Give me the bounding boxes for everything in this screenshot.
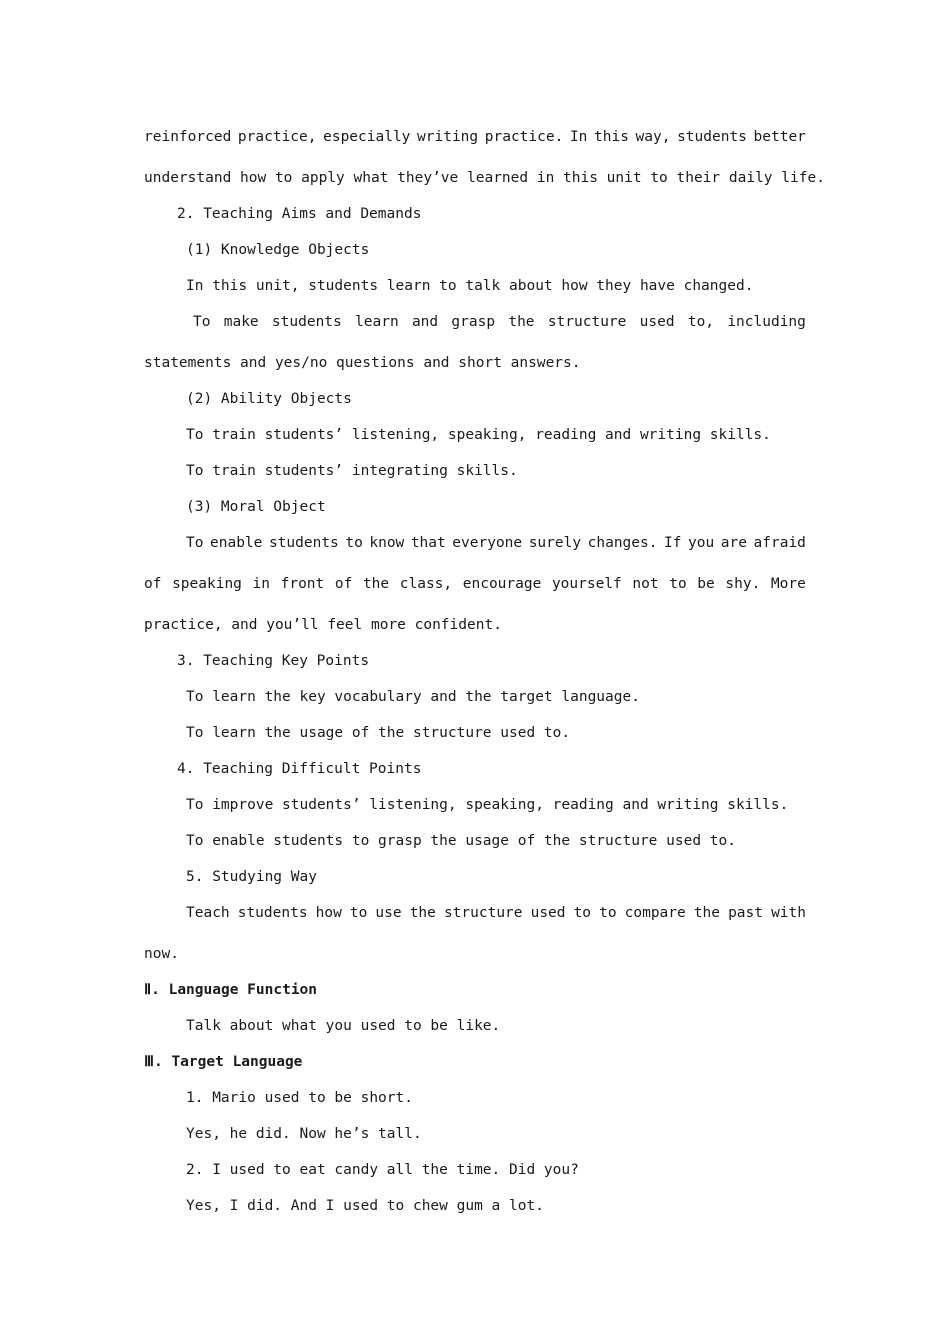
word: students <box>268 535 339 551</box>
word: you <box>688 535 715 551</box>
word: used <box>639 314 675 330</box>
word: afraid <box>753 535 806 551</box>
word: grasp <box>451 314 496 330</box>
word: to <box>349 905 368 921</box>
word: More <box>770 576 806 592</box>
word: to <box>345 535 363 551</box>
word: changes. <box>587 535 658 551</box>
word: make <box>223 314 259 330</box>
word: everyone <box>452 535 523 551</box>
paragraph-line: statements and yes/no questions and short answers. <box>144 355 581 371</box>
word: students <box>237 905 308 921</box>
word: better <box>753 129 806 145</box>
word: to <box>669 576 687 592</box>
word: be <box>697 576 715 592</box>
paragraph-line: practice, and you’ll feel more confident. <box>144 617 502 633</box>
word: to <box>599 905 617 921</box>
word: way, <box>635 129 671 145</box>
paragraph-line: To learn the usage of the structure used to. <box>186 725 571 741</box>
example-line: 2. I used to eat candy all the time. Did you? <box>186 1162 579 1178</box>
word: To <box>186 535 204 551</box>
word: encourage <box>462 576 542 592</box>
word: how <box>315 905 342 921</box>
paragraph-line <box>193 312 806 332</box>
word: to <box>573 905 592 921</box>
word: writing <box>417 129 479 145</box>
section-heading: 2. Teaching Aims and Demands <box>177 206 422 222</box>
word: this <box>594 129 629 145</box>
word: structure <box>547 314 627 330</box>
word: of <box>334 576 353 592</box>
word: the <box>409 905 436 921</box>
word: in <box>252 576 270 592</box>
word: of <box>144 576 162 592</box>
word: including <box>727 314 806 330</box>
word: front <box>280 576 325 592</box>
paragraph-line: To train students’ listening, speaking, reading and writing skills. <box>186 427 771 443</box>
word: past <box>728 905 763 921</box>
paragraph-line: now. <box>144 946 179 962</box>
word: that <box>410 535 446 551</box>
word: the <box>693 905 721 921</box>
word: used <box>530 905 566 921</box>
part-heading: Ⅱ. Language Function <box>144 982 318 998</box>
word: with <box>771 905 806 921</box>
subsection-heading: (2) Ability Objects <box>186 391 352 407</box>
word: shy. <box>725 576 761 592</box>
word: Teach <box>186 905 230 921</box>
paragraph-line <box>144 127 806 147</box>
word: the <box>508 314 535 330</box>
paragraph-line <box>186 533 806 553</box>
section-heading: 4. Teaching Difficult Points <box>177 761 422 777</box>
word: learn <box>355 314 399 330</box>
word: not <box>632 576 659 592</box>
paragraph-line: understand how to apply what they’ve learned in this unit to their daily life. <box>144 170 825 186</box>
word: and <box>411 314 439 330</box>
word: the <box>362 576 390 592</box>
word: class, <box>399 576 453 592</box>
word: If <box>664 535 682 551</box>
word: enable <box>210 535 263 551</box>
word: structure <box>443 905 523 921</box>
word: use <box>375 905 402 921</box>
word: yourself <box>551 576 622 592</box>
subsection-heading: (3) Moral Object <box>186 499 326 515</box>
example-line: 1. Mario used to be short. <box>186 1090 413 1106</box>
paragraph-line: In this unit, students learn to talk about how they have changed. <box>186 278 754 294</box>
word: students <box>677 129 747 145</box>
paragraph-line <box>144 574 806 594</box>
subsection-heading: (1) Knowledge Objects <box>186 242 370 258</box>
word: practice, <box>237 129 317 145</box>
part-heading: Ⅲ. Target Language <box>144 1054 303 1070</box>
paragraph-line: To enable students to grasp the usage of the structure used to. <box>186 833 736 849</box>
section-heading: 5. Studying Way <box>186 869 317 885</box>
word: surely <box>528 535 582 551</box>
example-line: Yes, I did. And I used to chew gum a lot. <box>186 1198 544 1214</box>
word: reinforced <box>144 129 232 145</box>
word: practice. <box>484 129 564 145</box>
word: know <box>369 535 405 551</box>
word: especially <box>323 129 411 145</box>
word: speaking <box>172 576 242 592</box>
paragraph-line <box>186 903 806 923</box>
word: In <box>569 129 588 145</box>
word: To <box>193 314 211 330</box>
word: compare <box>624 905 686 921</box>
paragraph-line: Talk about what you used to be like. <box>186 1018 501 1034</box>
paragraph-line: To train students’ integrating skills. <box>186 463 518 479</box>
paragraph-line: To improve students’ listening, speaking, reading and writing skills. <box>186 797 789 813</box>
paragraph-line: To learn the key vocabulary and the target language. <box>186 689 640 705</box>
word: to, <box>687 314 715 330</box>
word: are <box>720 535 747 551</box>
example-line: Yes, he did. Now he’s tall. <box>186 1126 422 1142</box>
section-heading: 3. Teaching Key Points <box>177 653 370 669</box>
word: students <box>271 314 342 330</box>
